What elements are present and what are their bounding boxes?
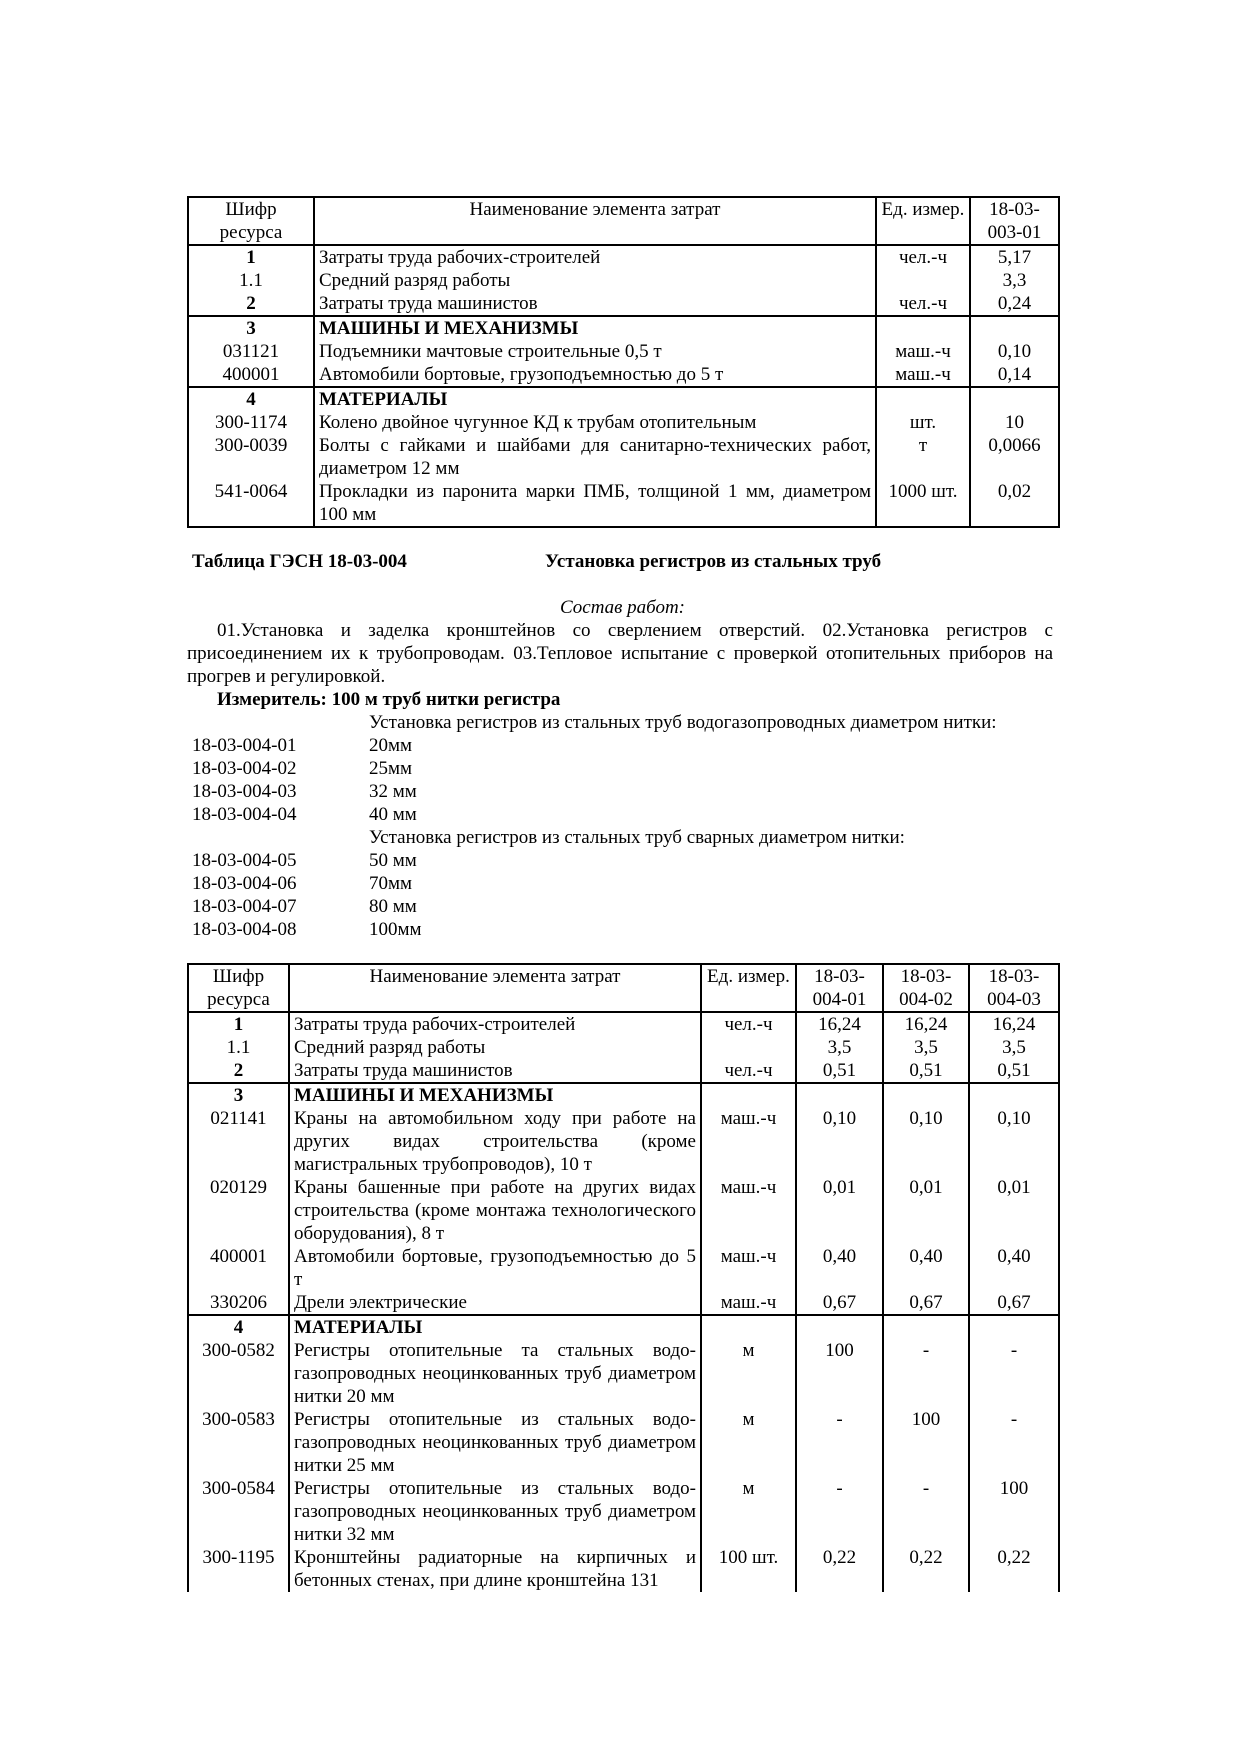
rate-value: 0,22 [883, 1546, 969, 1592]
rate-code: 18-03-004-07 [192, 896, 297, 917]
header-rate-column: 18-03-004-01 [796, 964, 883, 1012]
works-heading: Состав работ: [559, 597, 686, 618]
cost-element-name: Дрели электрические [289, 1291, 701, 1315]
rate-value: 3,5 [883, 1036, 969, 1059]
rate-code: 18-03-004-08 [192, 919, 297, 940]
resource-code: 031121 [188, 340, 314, 363]
table-row [188, 245, 1059, 269]
rate-value: 0,22 [796, 1546, 883, 1592]
rate-value: 0,40 [969, 1245, 1059, 1291]
rate-variant [192, 826, 1058, 849]
rate-value: - [796, 1477, 883, 1546]
table-title: Установка регистров из стальных труб [545, 551, 882, 572]
rate-value: 0,67 [796, 1291, 883, 1315]
rate-value: 0,10 [970, 340, 1059, 363]
unit-cell [701, 1036, 796, 1059]
rate-value: 0,01 [883, 1176, 969, 1245]
rate-value: 16,24 [883, 1012, 969, 1036]
header-cost-element-name: Наименование элемента затрат [314, 197, 876, 245]
rate-value: 3,5 [969, 1036, 1059, 1059]
resource-code: 400001 [188, 363, 314, 387]
cost-element-name: Затраты труда машинистов [289, 1059, 701, 1083]
rate-code: 18-03-004-02 [192, 758, 297, 779]
rate-variant [192, 711, 1058, 734]
table-row [188, 1245, 1059, 1291]
resource-code: 3 [188, 1083, 289, 1107]
unit-cell: маш.-ч [876, 340, 970, 363]
rate-value: 0,24 [970, 292, 1059, 316]
table-row [188, 434, 1059, 480]
unit-cell [701, 1083, 796, 1107]
cost-element-name: Средний разряд работы [289, 1036, 701, 1059]
table-code: Таблица ГЭСН 18-03-004 [192, 551, 407, 572]
resource-code: 300-0039 [188, 434, 314, 480]
rate-code: 18-03-004-06 [192, 873, 297, 894]
unit-cell: маш.-ч [876, 363, 970, 387]
rate-description: 32 мм [369, 781, 417, 802]
rate-value: 0,51 [969, 1059, 1059, 1083]
cost-element-name: Затраты труда рабочих-строителей [289, 1012, 701, 1036]
rate-value: 0,67 [969, 1291, 1059, 1315]
rate-value: 0,40 [883, 1245, 969, 1291]
rate-variant [192, 872, 1058, 895]
rate-value: 0,10 [796, 1107, 883, 1176]
resource-table-18-03-003 [187, 196, 1060, 528]
header-unit: Ед. измер. [701, 964, 796, 1012]
table-row [188, 1107, 1059, 1176]
rate-value: - [883, 1477, 969, 1546]
cost-element-name: Краны на автомобильном ходу при работе на других видах строительства (кроме магистральных трубопроводов), 10 т [289, 1107, 701, 1176]
rate-value: - [969, 1339, 1059, 1408]
cost-element-name: Регистры отопительные из стальных водо-газопроводных неоцинкованных труб диаметром нитки 25 мм [289, 1408, 701, 1477]
rate-value: 0,01 [796, 1176, 883, 1245]
rate-value: 0,10 [883, 1107, 969, 1176]
rate-value: 0,67 [883, 1291, 969, 1315]
unit-cell: маш.-ч [701, 1176, 796, 1245]
rate-value: 0,10 [969, 1107, 1059, 1176]
rate-value [796, 1315, 883, 1339]
table-row [188, 387, 1059, 411]
rate-variants-list [192, 711, 1058, 941]
rate-value: 10 [970, 411, 1059, 434]
table-row [188, 411, 1059, 434]
header-cost-element-name: Наименование элемента затрат [289, 964, 701, 1012]
table-row [188, 1012, 1059, 1036]
table-row [188, 1408, 1059, 1477]
cost-element-name: Подъемники мачтовые строительные 0,5 т [314, 340, 876, 363]
resource-code: 020129 [188, 1176, 289, 1245]
rate-value: 100 [796, 1339, 883, 1408]
header-unit: Ед. измер. [876, 197, 970, 245]
rate-value [970, 387, 1059, 411]
resource-code: 300-1195 [188, 1546, 289, 1592]
table-row [188, 316, 1059, 340]
measurement-unit: Измеритель: 100 м труб нитки регистра [217, 689, 561, 710]
table-row [188, 1477, 1059, 1546]
resource-code: 3 [188, 316, 314, 340]
header-rate-column: 18-03-004-02 [883, 964, 969, 1012]
table-row [188, 363, 1059, 387]
rate-description: 25мм [369, 758, 413, 779]
rate-value: 16,24 [969, 1012, 1059, 1036]
cost-element-name: Регистры отопительные та стальных водо-газопроводных неоцинкованных труб диаметром нитки 20 мм [289, 1339, 701, 1408]
rate-value [883, 1315, 969, 1339]
rate-value: 0,22 [969, 1546, 1059, 1592]
cost-element-name: Регистры отопительные из стальных водо-газопроводных неоцинкованных труб диаметром нитки 32 мм [289, 1477, 701, 1546]
resource-table-18-03-004 [187, 963, 1060, 1592]
rate-description: 70мм [369, 873, 413, 894]
table-row [188, 1036, 1059, 1059]
resource-code: 300-0584 [188, 1477, 289, 1546]
rate-code: 18-03-004-01 [192, 735, 297, 756]
cost-element-name: Автомобили бортовые, грузоподъемностью до 5 т [289, 1245, 701, 1291]
rate-value: 100 [883, 1408, 969, 1477]
unit-cell: м [701, 1477, 796, 1546]
table-row [188, 340, 1059, 363]
unit-cell: маш.-ч [701, 1291, 796, 1315]
rate-value: 16,24 [796, 1012, 883, 1036]
cost-element-name: Затраты труда рабочих-строителей [314, 245, 876, 269]
rate-value [883, 1083, 969, 1107]
resource-code: 330206 [188, 1291, 289, 1315]
cost-element-name: Краны башенные при работе на других видах строительства (кроме монтажа технологического оборудования), 8 т [289, 1176, 701, 1245]
unit-cell: чел.-ч [876, 245, 970, 269]
resource-code: 4 [188, 1315, 289, 1339]
rate-description: 80 мм [369, 896, 417, 917]
rate-value: - [796, 1408, 883, 1477]
rate-value [969, 1315, 1059, 1339]
unit-cell: чел.-ч [876, 292, 970, 316]
resource-code: 1 [188, 245, 314, 269]
rate-value [796, 1083, 883, 1107]
table-row [188, 480, 1059, 527]
cost-element-name: Автомобили бортовые, грузоподъемностью до 5 т [314, 363, 876, 387]
unit-cell: 100 шт. [701, 1546, 796, 1592]
resource-code: 541-0064 [188, 480, 314, 527]
rate-description: 40 мм [369, 804, 417, 825]
works-description: 01.Установка и заделка кронштейнов со сверлением отверстий. 02.Установка регистров с присоединением их к трубопроводам. 03.Тепловое испытание с проверкой отопительных приборов на прогрев и регулировкой. [187, 620, 1053, 687]
rate-variant [192, 734, 1058, 757]
resource-code: 300-0583 [188, 1408, 289, 1477]
unit-cell: 1000 шт. [876, 480, 970, 527]
rate-value: 3,5 [796, 1036, 883, 1059]
table-row [188, 1083, 1059, 1107]
cost-element-name: Кронштейны радиаторные на кирпичных и бетонных стенах, при длине кронштейна 131 [289, 1546, 701, 1592]
unit-cell [876, 269, 970, 292]
table-row [188, 1339, 1059, 1408]
table-row [188, 1315, 1059, 1339]
rate-variant [192, 757, 1058, 780]
rate-value: - [969, 1408, 1059, 1477]
rate-variant [192, 918, 1058, 941]
rate-description: Установка регистров из стальных труб водогазопроводных диаметром нитки: [369, 712, 997, 733]
rate-description: Установка регистров из стальных труб сварных диаметром нитки: [369, 827, 905, 848]
table-row [188, 1546, 1059, 1592]
table-row [188, 269, 1059, 292]
rate-description: 100мм [369, 919, 422, 940]
unit-cell: маш.-ч [701, 1107, 796, 1176]
rate-value: - [883, 1339, 969, 1408]
cost-element-name: Колено двойное чугунное КД к трубам отопительным [314, 411, 876, 434]
unit-cell: м [701, 1408, 796, 1477]
rate-value: 3,3 [970, 269, 1059, 292]
rate-value: 0,0066 [970, 434, 1059, 480]
resource-code: 2 [188, 1059, 289, 1083]
header-rate-column: 18-03-003-01 [970, 197, 1059, 245]
resource-code: 021141 [188, 1107, 289, 1176]
rate-variant [192, 895, 1058, 918]
cost-element-name: Средний разряд работы [314, 269, 876, 292]
unit-cell: чел.-ч [701, 1059, 796, 1083]
rate-description: 50 мм [369, 850, 417, 871]
rate-value: 0,40 [796, 1245, 883, 1291]
cost-element-name: МАТЕРИАЛЫ [289, 1315, 701, 1339]
rate-value [970, 316, 1059, 340]
rate-variant [192, 803, 1058, 826]
table-row [188, 292, 1059, 316]
rate-value: 5,17 [970, 245, 1059, 269]
rate-code: 18-03-004-03 [192, 781, 297, 802]
rate-variant [192, 780, 1058, 803]
unit-cell: чел.-ч [701, 1012, 796, 1036]
unit-cell: шт. [876, 411, 970, 434]
cost-element-name: Прокладки из паронита марки ПМБ, толщиной 1 мм, диаметром 100 мм [314, 480, 876, 527]
rate-description: 20мм [369, 735, 413, 756]
cost-element-name: МАШИНЫ И МЕХАНИЗМЫ [289, 1083, 701, 1107]
table-row [188, 1059, 1059, 1083]
unit-cell [701, 1315, 796, 1339]
header-rate-column: 18-03-004-03 [969, 964, 1059, 1012]
resource-code: 1 [188, 1012, 289, 1036]
rate-value: 0,14 [970, 363, 1059, 387]
rate-code: 18-03-004-04 [192, 804, 297, 825]
rate-value: 0,51 [883, 1059, 969, 1083]
cost-element-name: МАШИНЫ И МЕХАНИЗМЫ [314, 316, 876, 340]
table-header-row [188, 964, 1059, 1012]
resource-code: 300-0582 [188, 1339, 289, 1408]
rate-value: 0,01 [969, 1176, 1059, 1245]
resource-code: 2 [188, 292, 314, 316]
rate-value: 0,51 [796, 1059, 883, 1083]
resource-code: 1.1 [188, 269, 314, 292]
rate-value: 0,02 [970, 480, 1059, 527]
unit-cell [876, 316, 970, 340]
unit-cell [876, 387, 970, 411]
cost-element-name: МАТЕРИАЛЫ [314, 387, 876, 411]
resource-code: 1.1 [188, 1036, 289, 1059]
rate-code: 18-03-004-05 [192, 850, 297, 871]
cost-element-name: Затраты труда машинистов [314, 292, 876, 316]
resource-code: 400001 [188, 1245, 289, 1291]
unit-cell: м [701, 1339, 796, 1408]
table-row [188, 1291, 1059, 1315]
resource-code: 4 [188, 387, 314, 411]
resource-code: 300-1174 [188, 411, 314, 434]
header-resource-code: Шифр ресурса [188, 964, 289, 1012]
unit-cell: т [876, 434, 970, 480]
table-row [188, 1176, 1059, 1245]
unit-cell: маш.-ч [701, 1245, 796, 1291]
table-header-row [188, 197, 1059, 245]
cost-element-name: Болты с гайками и шайбами для санитарно-технических работ, диаметром 12 мм [314, 434, 876, 480]
rate-value: 100 [969, 1477, 1059, 1546]
header-resource-code: Шифр ресурса [188, 197, 314, 245]
rate-variant [192, 849, 1058, 872]
rate-value [969, 1083, 1059, 1107]
